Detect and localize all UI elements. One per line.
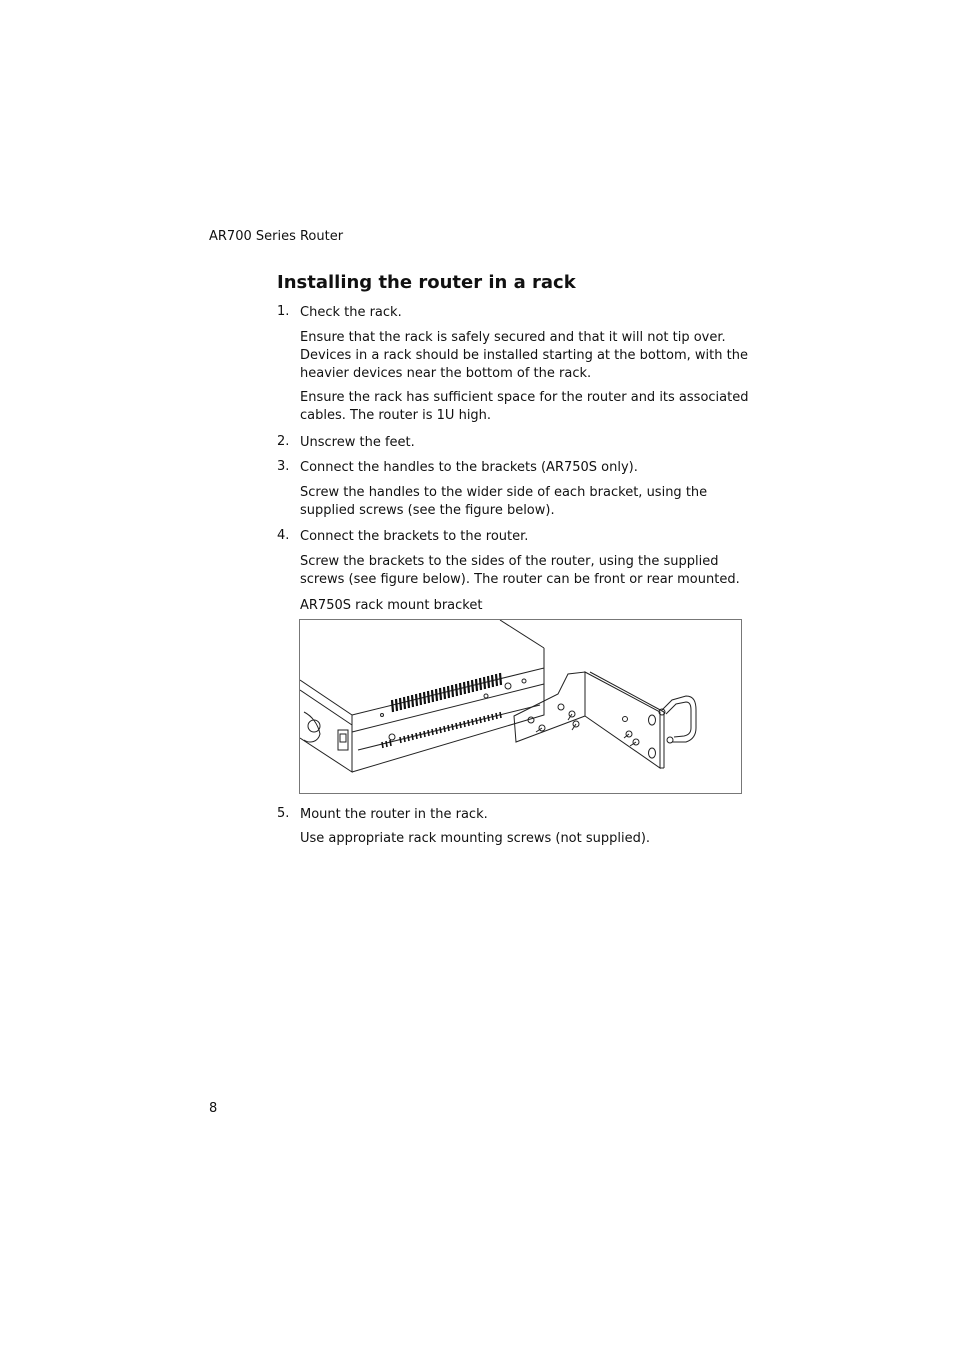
step-1-paragraph-2: Ensure the rack has sufficient space for the router and its associated cables. The router is 1U high.	[300, 390, 749, 423]
running-header: AR700 Series Router	[209, 229, 344, 244]
step-5-text: Mount the router in the rack.	[300, 807, 488, 822]
step-5-number: 5.	[277, 806, 290, 821]
rack-bracket-illustration	[300, 620, 741, 793]
step-4-paragraph-1: Screw the brackets to the sides of the router, using the supplied screws (see figure below). The router can be front or rear mounted.	[300, 554, 740, 587]
step-5-paragraph-1: Use appropriate rack mounting screws (not supplied).	[300, 831, 651, 846]
page-number: 8	[209, 1101, 218, 1116]
step-1-text: Check the rack.	[300, 305, 402, 320]
step-4-text: Connect the brackets to the router.	[300, 529, 529, 544]
step-3-text: Connect the handles to the brackets (AR750S only).	[300, 460, 638, 475]
step-1-number: 1.	[277, 304, 290, 319]
step-4-number: 4.	[277, 528, 290, 543]
step-3-number: 3.	[277, 459, 290, 474]
figure-caption: AR750S rack mount bracket	[300, 598, 483, 613]
step-2-number: 2.	[277, 434, 290, 449]
step-1-paragraph-1: Ensure that the rack is safely secured and that it will not tip over. Devices in a rack should be installed starting at the bottom, with the heavier devices near the bottom of the rack.	[300, 330, 748, 381]
step-3-paragraph-1: Screw the handles to the wider side of each bracket, using the supplied screws (see the figure below).	[300, 485, 708, 518]
section-title: Installing the router in a rack	[277, 272, 576, 293]
rack-bracket-figure	[299, 619, 742, 794]
step-2-text: Unscrew the feet.	[300, 435, 415, 450]
